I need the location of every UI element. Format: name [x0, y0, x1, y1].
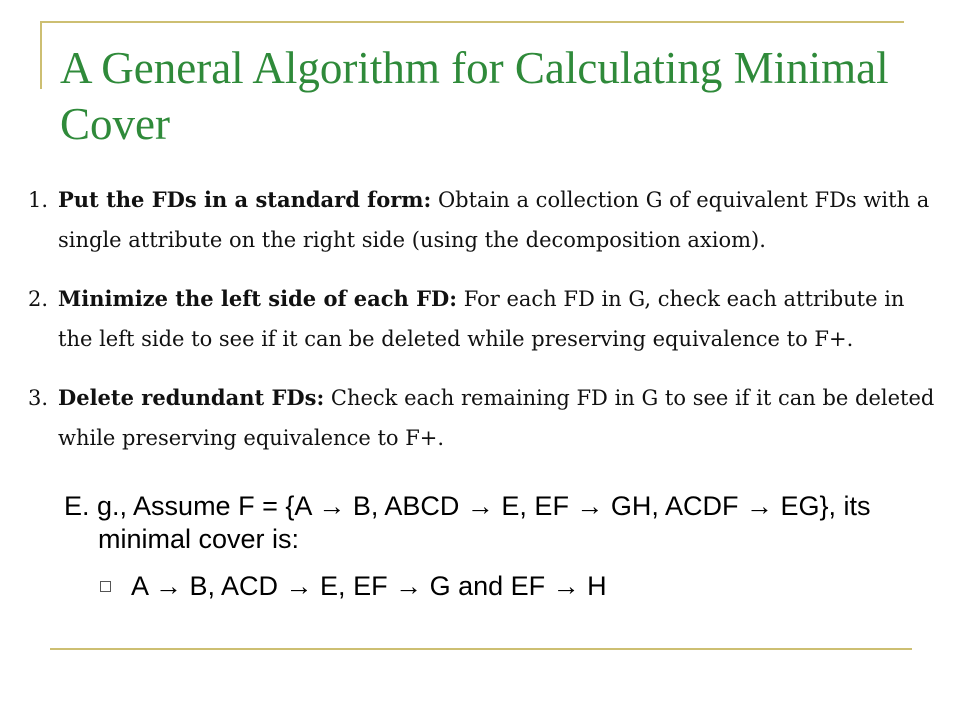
step-text [58, 279, 938, 359]
step-body: Obtain a collection G of equivalent FDs with a single attribute on the right side (using the decomposition axiom). [58, 188, 930, 252]
slide-title: A General Algorithm for Calculating Minimal Cover [60, 43, 889, 149]
example-text: E. g., Assume F = {A → B, ABCD → E, EF → GH, ACDF → EG}, its minimal cover is: [64, 491, 871, 554]
example-bullet-item [64, 570, 924, 603]
top-rule [40, 21, 904, 23]
algorithm-steps [28, 180, 938, 477]
step-text [58, 180, 938, 260]
example-block [64, 490, 924, 603]
left-rule [40, 21, 42, 89]
step-3 [28, 378, 938, 458]
step-number: 2. [28, 287, 49, 311]
step-2 [28, 279, 938, 359]
step-body: Check each remaining FD in G to see if it can be deleted while preserving equivalence to F+. [58, 386, 935, 450]
square-bullet-icon [100, 581, 111, 592]
step-heading: Minimize the left side of each FD: [58, 286, 457, 311]
bottom-rule [50, 648, 912, 650]
step-heading: Put the FDs in a standard form: [58, 187, 432, 212]
example-bullet-text: A → B, ACD → E, EF → G and EF → H [131, 571, 607, 601]
step-1 [28, 180, 938, 260]
step-number: 1. [28, 188, 49, 212]
step-number: 3. [28, 386, 49, 410]
step-body: For each FD in G, check each attribute in the left side to see if it can be deleted while preserving equivalence to F+. [58, 287, 905, 351]
step-text [58, 378, 938, 458]
step-heading: Delete redundant FDs: [58, 385, 325, 410]
